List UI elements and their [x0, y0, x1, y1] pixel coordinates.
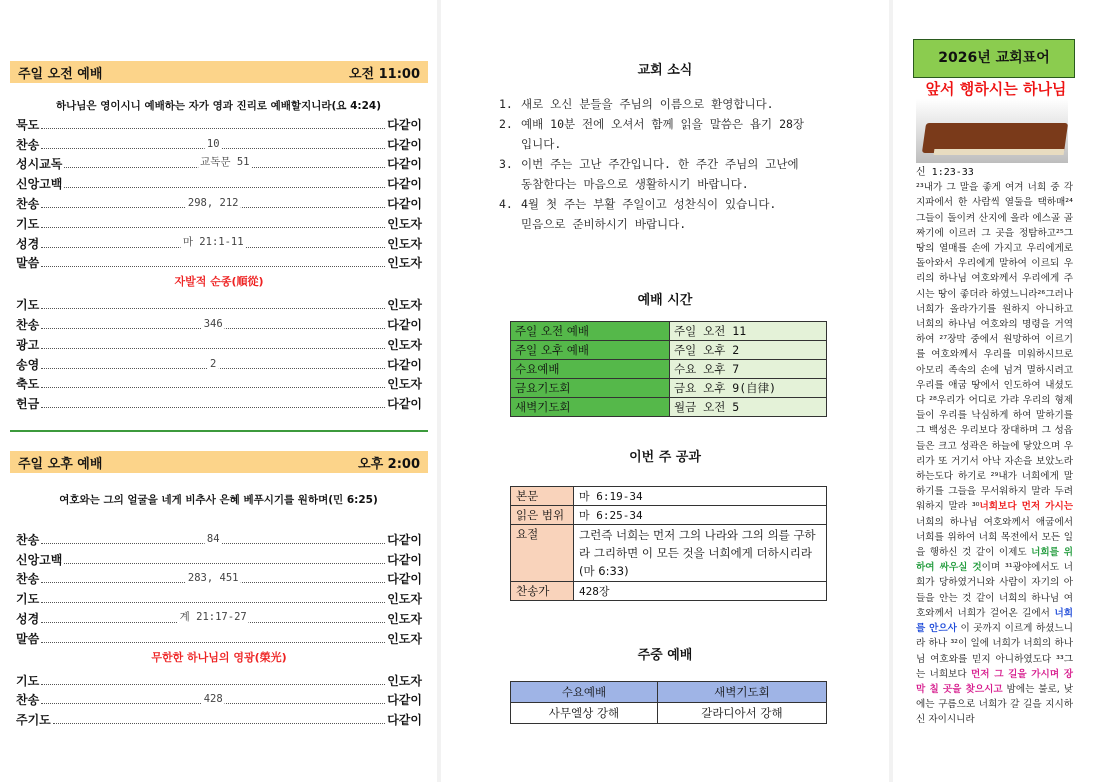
- order-item-name: 광고: [16, 337, 40, 352]
- order-item-name: 기도: [16, 592, 40, 607]
- scripture-highlight: 너희를 위하여 싸우실 것: [916, 547, 1073, 574]
- lesson-hymn-value: 428장: [574, 582, 827, 601]
- service-times-table: [510, 321, 827, 417]
- order-item-leader: 다같이: [387, 357, 422, 372]
- afternoon-service-bar: [10, 451, 428, 473]
- news-line: 예배 10분 전에 오셔서 함께 읽을 말씀은 욥기 28장: [521, 117, 805, 131]
- news-line: 4월 첫 주는 부활 주일이고 성찬식이 있습니다.: [521, 197, 777, 211]
- order-item-name: 찬송: [16, 572, 40, 587]
- order-item-leader: 다같이: [387, 196, 422, 211]
- lesson-hymn-label: 찬송가: [511, 582, 574, 601]
- order-item-name: 기도: [16, 298, 40, 313]
- order-item-name: 헌금: [16, 397, 40, 412]
- scripture-text: 이며 ³¹광야에서도 너희가 당하였거니와 사람이 자기의 아들을 안는 것 같이 너희의 하나님 여호와께서 너희가 걸어온 길에서: [916, 562, 1073, 619]
- news-line: 새로 오신 분들을 주님의 이름으로 환영합니다.: [521, 97, 774, 111]
- news-text: [521, 94, 774, 114]
- morning-service-time: 오전 11:00: [348, 66, 420, 82]
- order-item-leader: 인도자: [387, 256, 422, 271]
- dot-leader: [41, 317, 385, 330]
- news-text: [521, 194, 776, 234]
- news-line: 입니다.: [521, 137, 562, 151]
- order-item-leader: 인도자: [387, 216, 422, 231]
- scripture-text: 이 곳까지 이르게 하셨느니라 하나 ³²이 일에 너희가 너희의 하나님 여호와를 믿지 아니하였도다 ³³그는 너희보다: [916, 623, 1073, 680]
- order-item-name: 찬송: [16, 317, 40, 332]
- order-item-leader: 다같이: [387, 177, 422, 192]
- order-item-name: 기도: [16, 673, 40, 688]
- order-item-leader: 인도자: [387, 673, 422, 688]
- order-row: [16, 548, 422, 568]
- order-item-leader: 인도자: [387, 611, 422, 626]
- service-name: 주일 오후 예배: [511, 341, 670, 360]
- scripture-text: 밤에는 불로, 낮에는 구름으로 너희가 갈 길을 지시하신 자이시니라: [916, 683, 1073, 726]
- dot-leader: [41, 386, 385, 388]
- order-item-leader: 다같이: [387, 532, 422, 547]
- order-item-detail: 교독문 51: [200, 156, 250, 169]
- service-name: 금요기도회: [511, 379, 670, 398]
- order-item-name: 찬송: [16, 693, 40, 708]
- scripture-body: [916, 180, 1073, 727]
- dot-leader: [41, 357, 385, 370]
- order-item-leader: 인도자: [387, 236, 422, 251]
- order-item-name: 성경: [16, 611, 40, 626]
- order-item-leader: 다같이: [387, 693, 422, 708]
- news-text: [521, 114, 804, 154]
- order-item-leader: 다같이: [387, 572, 422, 587]
- morning-verse: 하나님은 영이시니 예배하는 자가 영과 진리로 예배할지니라(요 4:24): [55, 100, 382, 112]
- news-number: 1.: [499, 97, 513, 111]
- news-item: [499, 154, 839, 194]
- order-item-detail: 428: [203, 693, 223, 706]
- lesson-row-hymn: [511, 582, 827, 601]
- service-time: 수요 오후 7: [670, 360, 827, 379]
- service-time: 월금 오전 5: [670, 398, 827, 417]
- order-item-name: 주기도: [16, 713, 51, 728]
- dot-leader: [41, 532, 385, 545]
- lesson-text-value: 마 6:19-34: [574, 487, 827, 506]
- service-time: 금요 오후 9(自律): [670, 379, 827, 398]
- order-item-leader: 다같이: [387, 713, 422, 728]
- weekday-table: [510, 681, 827, 724]
- order-row: [16, 192, 422, 212]
- order-item-detail: 283, 451: [187, 572, 239, 585]
- dot-leader: [41, 307, 385, 309]
- scripture-reference: 신 1:23-33: [916, 167, 974, 178]
- order-item-leader: 다같이: [387, 137, 422, 152]
- afternoon-verse: 여호와는 그의 얼굴을 네게 비추사 은혜 베푸시기를 원하며(민 6:25): [59, 494, 378, 506]
- dot-leader: [64, 156, 385, 169]
- order-item-leader: 인도자: [387, 631, 422, 646]
- lesson-key-verse-label: 요절: [511, 525, 574, 582]
- lesson-range-value: 마 6:25-34: [574, 506, 827, 525]
- service-name: 주일 오전 예배: [511, 322, 670, 341]
- order-item-detail: 계 21:17-27: [179, 610, 247, 623]
- morning-order: [16, 113, 422, 412]
- order-row: [16, 293, 422, 313]
- dot-leader: [41, 683, 385, 685]
- afternoon-service-title: 주일 오후 예배: [18, 456, 103, 472]
- order-item-detail: 84: [206, 532, 220, 545]
- service-time-row: [511, 360, 827, 379]
- order-item-name: 성시교독: [16, 157, 63, 172]
- order-item-leader: 인도자: [387, 337, 422, 352]
- dot-leader: [41, 601, 385, 603]
- order-row: [16, 353, 422, 373]
- news-line: 믿음으로 준비하시기 바랍니다.: [521, 217, 687, 231]
- order-row: [16, 607, 422, 627]
- order-item-name: 송영: [16, 357, 40, 372]
- right-page: [893, 0, 1100, 782]
- order-row: [16, 252, 422, 272]
- weekday-header-dawn: 새벽기도회: [657, 682, 826, 703]
- lesson-row-range: [511, 506, 827, 525]
- order-item-detail: 마 21:1-11: [182, 235, 244, 248]
- order-item-leader: 인도자: [387, 298, 422, 313]
- order-row: [16, 313, 422, 333]
- service-time: 주일 오전 11: [670, 322, 827, 341]
- service-name: 새벽기도회: [511, 398, 670, 417]
- order-item-name: 찬송: [16, 196, 40, 211]
- order-item-name: 신앙고백: [16, 177, 63, 192]
- lesson-range-label: 읽은 범위: [511, 506, 574, 525]
- dot-leader: [41, 265, 385, 267]
- dot-leader: [41, 196, 385, 209]
- dot-leader: [41, 137, 385, 150]
- scripture-text: ²³내가 그 말을 좋게 여겨 너희 중 각 지파에서 한 사람씩 열둘을 택하매²⁴그들이 돌이켜 산지에 올라 에스골 골짜기에 이르러 그 곳을 정탐하고²⁵그 땅의 열매를 손에 가지고 우리에게로 돌아와서 우리에게 말하여 이르되 우리의 하나님 여호와께서 우리에게 주시는 땅이 좋더라 하였느니라²⁶그러나 너희가 올라가기를 원하지 아니하고 너희의 하나님 여호와의 명령을 거역하여 ²⁷장막 중에서 원망하여 이르기를 여호와께서 우리를 미워하시므로 아모리 족속의 손에 넘겨 멸하시려고 우리를 애굽 땅에서 인도하여 내셨도다 ²⁸우리가 어디로 가랴 우리의 형제들이 우리를 낙심하게 하여 말하기를 그 백성은 우리보다 장대하며 그 성읍들은 크고 성곽은 하늘에 닿았으며 우리가 또 거기서 아낙 자손을 보았노라 하는도다 하기로 ²⁹내가 너희에게 말하기를 그들을 무서워하지 말라 두려워하지 말라 ³⁰: [916, 182, 1073, 513]
- order-item-detail: 10: [206, 137, 220, 150]
- service-time-row: [511, 341, 827, 360]
- dot-leader: [41, 347, 385, 349]
- service-name: 수요예배: [511, 360, 670, 379]
- order-row: [16, 172, 422, 192]
- morning-service-title: 주일 오전 예배: [18, 66, 103, 82]
- lesson-row-text: [511, 487, 827, 506]
- order-row: [16, 669, 422, 689]
- news-item: [499, 194, 839, 234]
- order-item-name: 축도: [16, 377, 40, 392]
- news-text: [521, 154, 799, 194]
- scripture-passage: [916, 165, 1073, 728]
- dot-leader: [41, 641, 385, 643]
- sermon-title: 무한한 하나님의 영광(榮光): [151, 650, 287, 664]
- section-divider: [10, 430, 428, 432]
- dot-leader: [41, 226, 385, 228]
- service-time: 주일 오후 2: [670, 341, 827, 360]
- lesson-title: 이번 주 공과: [629, 450, 701, 465]
- weekday-title: 주중 예배: [637, 648, 693, 663]
- order-item-leader: 다같이: [387, 317, 422, 332]
- scripture-highlight: 먼저 그 길을 가시며 장막 칠 곳을 찾으시고: [916, 668, 1073, 695]
- weekday-header-wed: 수요예배: [511, 682, 658, 703]
- scripture-text: 너희의 하나님 여호와께서 애굽에서 너희를 위하여 너희 목전에서 모든 일을 행하신 것 같이 이제도: [916, 516, 1073, 559]
- scripture-highlight: 너희를 안으사: [916, 607, 1073, 635]
- lesson-key-verse-value: 그런즉 너희는 먼저 그의 나라와 그의 의를 구하라 그리하면 이 모든 것을 너희에게 더하시리라(마 6:33): [574, 525, 827, 582]
- order-row: [16, 587, 422, 607]
- news-list: [499, 94, 839, 234]
- order-item-leader: 다같이: [387, 552, 422, 567]
- dot-leader: [41, 406, 385, 408]
- order-item-name: 성경: [16, 236, 40, 251]
- news-number: 4.: [499, 197, 513, 211]
- order-row: [16, 568, 422, 588]
- left-page: [0, 0, 437, 782]
- bible-photo: [916, 99, 1068, 163]
- weekday-value-dawn: 갈라디아서 강해: [657, 703, 826, 724]
- news-item: [499, 94, 839, 114]
- order-item-name: 신앙고백: [16, 552, 63, 567]
- service-time-row: [511, 398, 827, 417]
- order-row: [16, 689, 422, 709]
- news-number: 3.: [499, 157, 513, 171]
- order-item-leader: 다같이: [387, 397, 422, 412]
- news-number: 2.: [499, 117, 513, 131]
- motto-title-box: 2026년 교회표어: [913, 39, 1075, 78]
- times-title: 예배 시간: [637, 293, 693, 308]
- news-item: [499, 114, 839, 154]
- lesson-text-label: 본문: [511, 487, 574, 506]
- news-line: 동참한다는 마음으로 생활하시기 바랍니다.: [521, 177, 749, 191]
- scripture-highlight: 너희보다 먼저 가시는: [979, 501, 1073, 513]
- afternoon-order: [16, 528, 422, 728]
- order-row: [16, 392, 422, 412]
- order-row: [16, 113, 422, 133]
- dot-leader: [64, 562, 385, 564]
- service-time-row: [511, 379, 827, 398]
- dot-leader: [41, 693, 385, 706]
- morning-service-bar: [10, 61, 428, 83]
- dot-leader: [41, 235, 385, 248]
- lesson-row-key-verse: [511, 525, 827, 582]
- order-row: [16, 212, 422, 232]
- order-item-name: 묵도: [16, 117, 40, 132]
- order-item-name: 찬송: [16, 137, 40, 152]
- order-item-name: 찬송: [16, 532, 40, 547]
- lesson-table: [510, 486, 827, 601]
- order-row: [16, 153, 422, 173]
- order-row: [16, 373, 422, 393]
- service-time-row: [511, 322, 827, 341]
- news-line: 이번 주는 고난 주간입니다. 한 주간 주님의 고난에: [521, 157, 799, 171]
- dot-leader: [41, 610, 385, 623]
- order-row: [16, 333, 422, 353]
- order-item-leader: 인도자: [387, 377, 422, 392]
- sermon-title: 자발적 순종(順從): [174, 275, 264, 289]
- order-item-leader: 다같이: [387, 157, 422, 172]
- order-item-name: 말씀: [16, 631, 40, 646]
- order-item-detail: 346: [203, 317, 223, 330]
- order-item-name: 말씀: [16, 256, 40, 271]
- news-title: 교회 소식: [637, 63, 693, 78]
- dot-leader: [41, 572, 385, 585]
- dot-leader: [64, 186, 385, 188]
- order-row: [16, 627, 422, 647]
- middle-page: [441, 0, 889, 782]
- weekday-value-wed: 사무엘상 강해: [511, 703, 658, 724]
- order-row: [16, 708, 422, 728]
- dot-leader: [41, 127, 385, 129]
- dot-leader: [53, 722, 385, 724]
- order-item-leader: 다같이: [387, 117, 422, 132]
- order-item-name: 기도: [16, 216, 40, 231]
- order-item-detail: 2: [210, 357, 217, 370]
- book-pages-shape: [934, 149, 1065, 155]
- order-item-leader: 인도자: [387, 592, 422, 607]
- order-row: [16, 232, 422, 252]
- order-row: [16, 528, 422, 548]
- afternoon-service-time: 오후 2:00: [358, 456, 420, 472]
- motto-text: 앞서 행하시는 하나님: [925, 80, 1067, 98]
- order-row: [16, 133, 422, 153]
- order-item-detail: 298, 212: [187, 196, 239, 209]
